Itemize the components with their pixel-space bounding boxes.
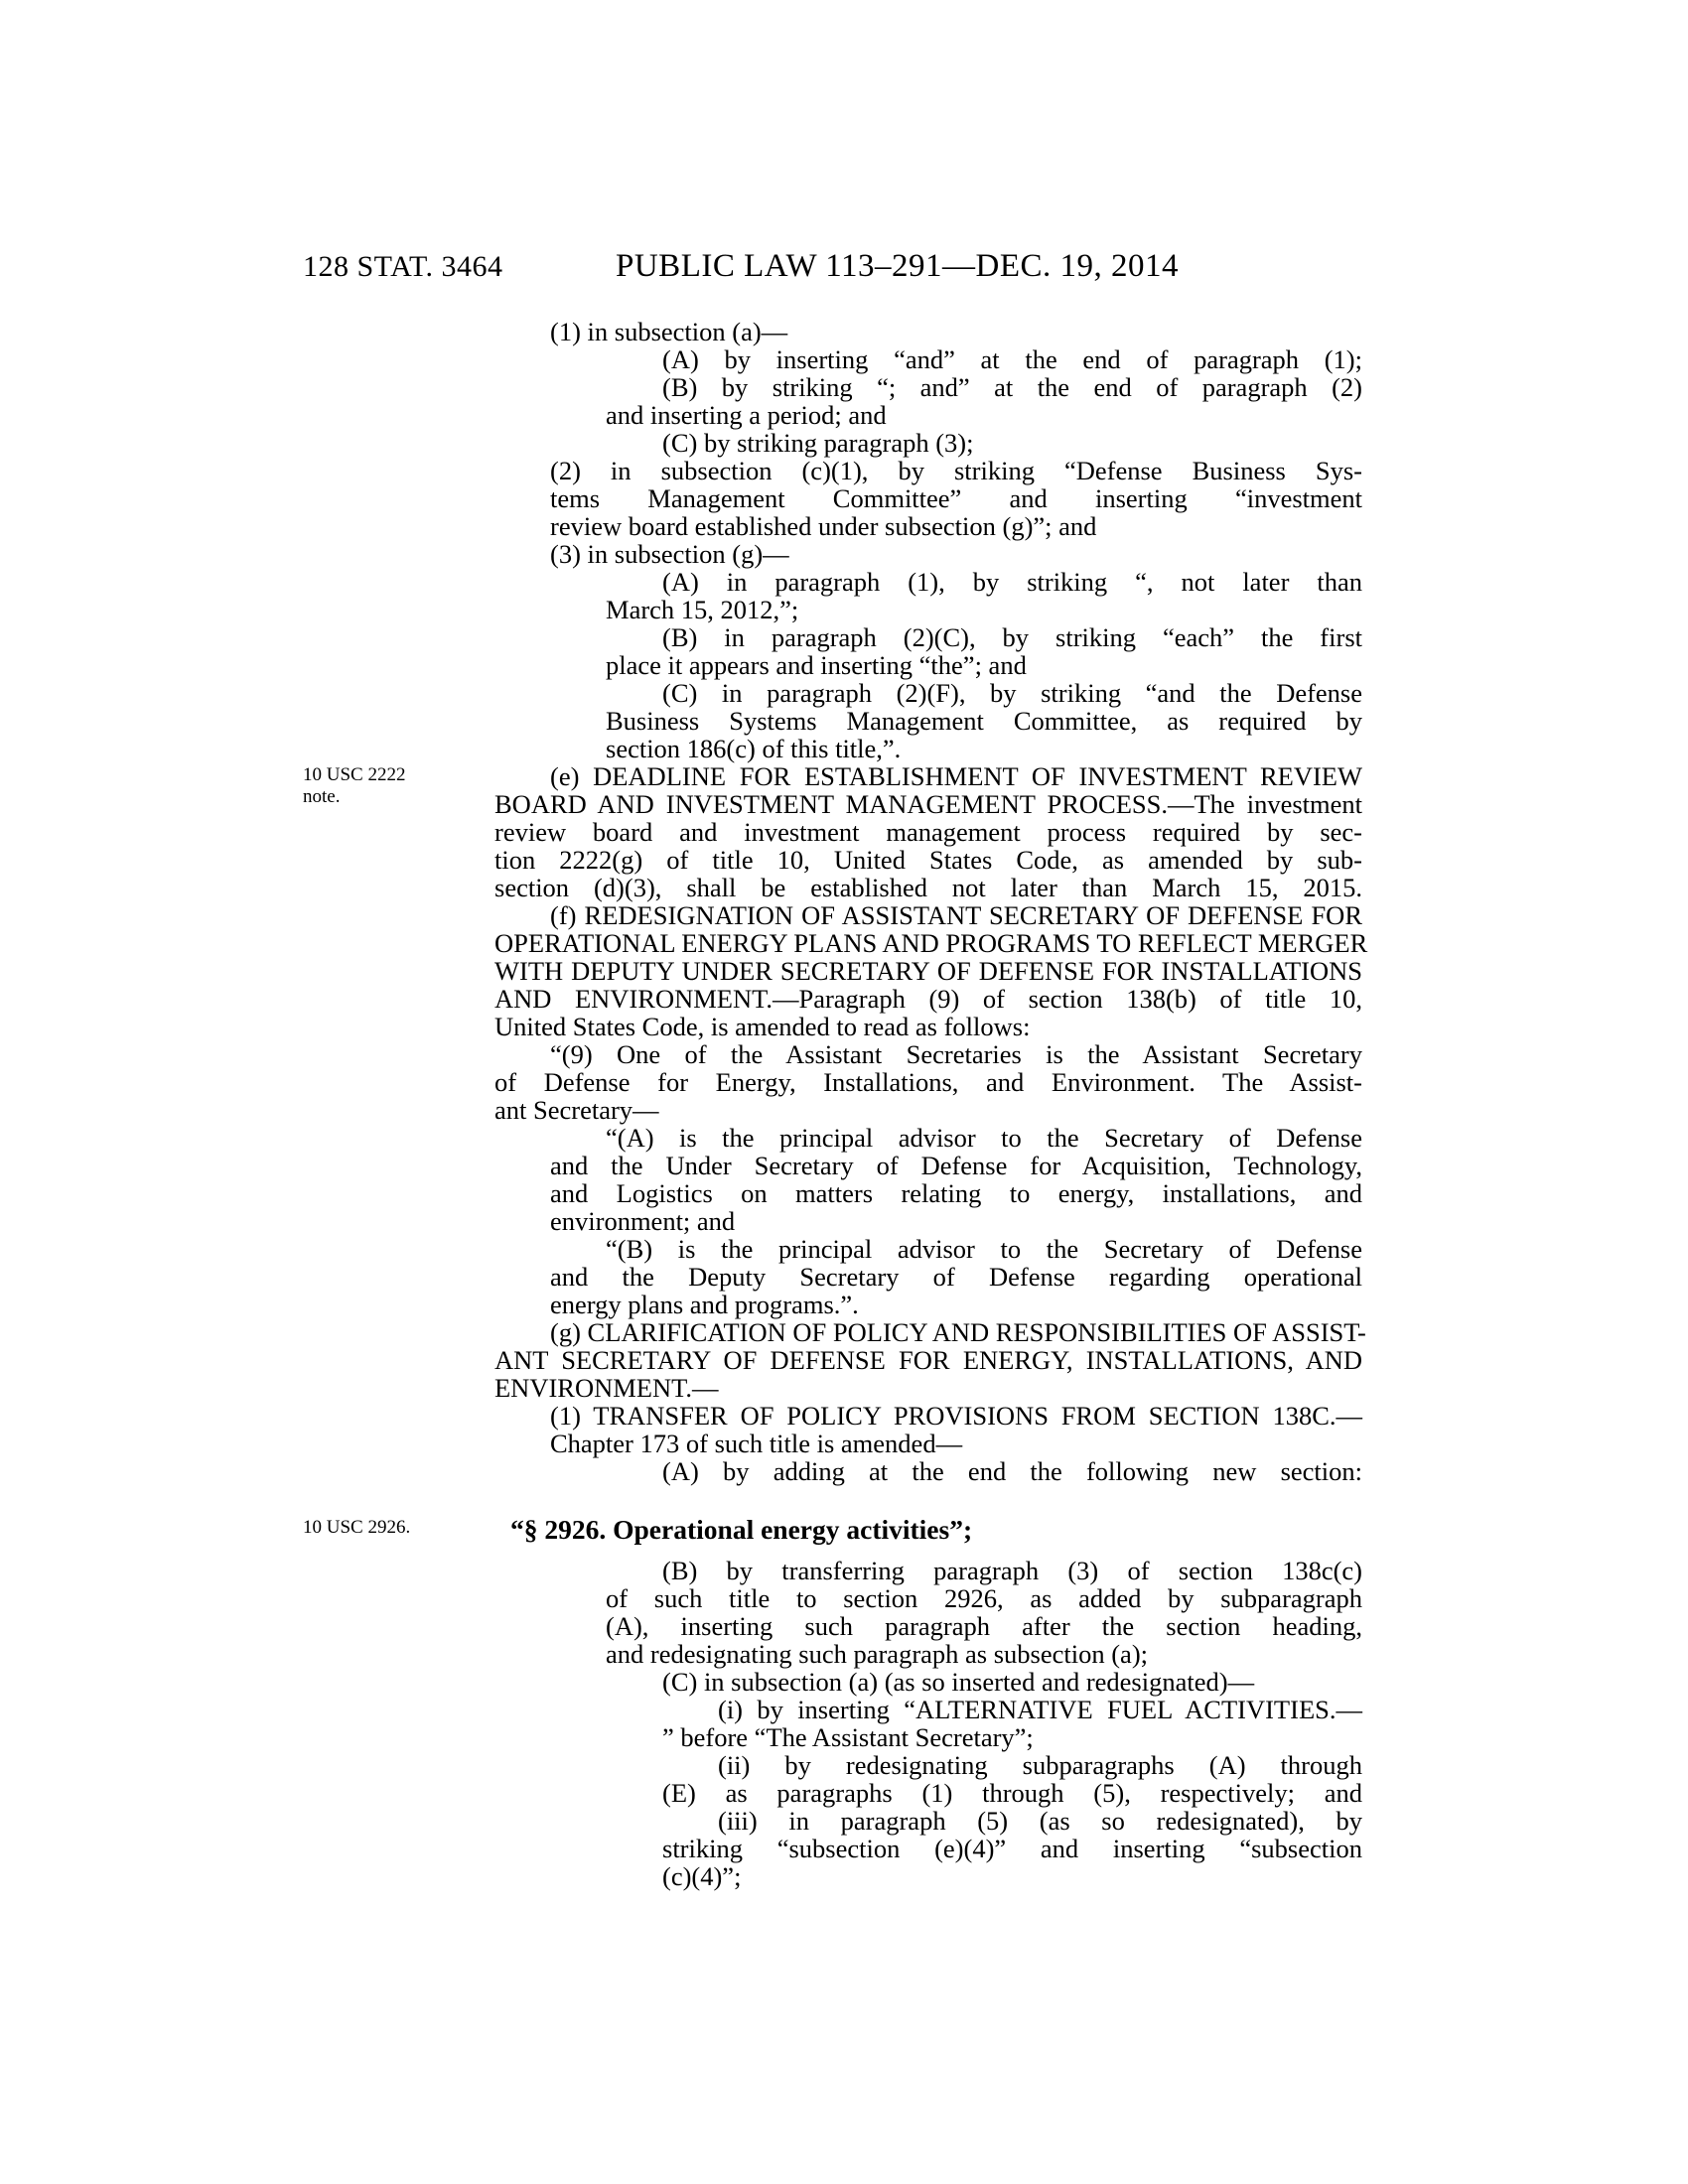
text-line: tion 2222(g) of title 10, United States Code, as amended by sub- [494, 845, 1362, 875]
text-line: (iii) in paragraph (5) (as so redesignated), by [718, 1806, 1362, 1836]
text-line: (B) in paragraph (2)(C), by striking “each” the first [662, 622, 1362, 652]
text-line: (A) by inserting “and” at the end of paragraph (1); [662, 344, 1362, 374]
text-line: AND ENVIRONMENT.—Paragraph (9) of section 138(b) of title 10, [494, 984, 1362, 1014]
text-line: section 186(c) of this title,”. [606, 734, 902, 763]
text-line: (B) by transferring paragraph (3) of section 138c(c) [662, 1556, 1362, 1585]
text-line: tems Management Committee” and inserting “investment [550, 483, 1362, 513]
text-line: (E) as paragraphs (1) through (5), respectively; and [662, 1778, 1362, 1808]
text-line: ENVIRONMENT.— [494, 1373, 719, 1403]
text-line: (B) by striking “; and” at the end of paragraph (2) [662, 372, 1362, 402]
text-line: and the Deputy Secretary of Defense regarding operational [550, 1262, 1362, 1292]
text-line: United States Code, is amended to read as follows: [494, 1012, 1031, 1041]
text-line: (3) in subsection (g)— [550, 539, 789, 569]
text-line: striking “subsection (e)(4)” and inserting “subsection [662, 1834, 1362, 1863]
text-line: energy plans and programs.”. [550, 1290, 859, 1319]
text-line: (1) in subsection (a)— [550, 317, 788, 346]
text-line: ANT SECRETARY OF DEFENSE FOR ENERGY, INSTALLATIONS, AND [494, 1345, 1362, 1375]
text-line: BOARD AND INVESTMENT MANAGEMENT PROCESS.—The investment [494, 789, 1362, 819]
section-heading-2926: “§ 2926. Operational energy activities”; [510, 1514, 973, 1545]
text-line: and inserting a period; and [606, 400, 887, 430]
text-line: (c)(4)”; [662, 1861, 742, 1891]
text-line: (f) REDESIGNATION OF ASSISTANT SECRETARY OF DEFENSE FOR [550, 900, 1362, 930]
text-line: (A) by adding at the end the following new section: [662, 1456, 1362, 1486]
text-line: (A), inserting such paragraph after the section heading, [606, 1611, 1362, 1641]
text-line: and the Under Secretary of Defense for Acquisition, Technology, [550, 1151, 1362, 1180]
text-line: ant Secretary— [494, 1095, 659, 1125]
margin-note-usc-2222 [303, 764, 405, 808]
text-line: (A) in paragraph (1), by striking “, not later than [662, 567, 1362, 597]
text-line: of such title to section 2926, as added by subparagraph [606, 1583, 1362, 1613]
stat-page-number: 128 STAT. 3464 [303, 250, 503, 283]
text-line: (2) in subsection (c)(1), by striking “Defense Business Sys- [550, 456, 1362, 485]
text-line: “(9) One of the Assistant Secretaries is the Assistant Secretary [550, 1039, 1362, 1069]
text-line: Chapter 173 of such title is amended— [550, 1429, 963, 1458]
text-line: environment; and [550, 1206, 736, 1236]
page-header-title: PUBLIC LAW 113–291—DEC. 19, 2014 [616, 248, 1180, 284]
margin-note-line: 10 USC 2222 [303, 764, 406, 785]
margin-note-line: note. [303, 786, 341, 807]
text-line: (C) in paragraph (2)(F), by striking “and the Defense [662, 678, 1362, 708]
text-line: “(B) is the principal advisor to the Secretary of Defense [606, 1234, 1362, 1264]
text-line: (g) CLARIFICATION OF POLICY AND RESPONSIBILITIES OF ASSIST- [550, 1317, 1366, 1347]
text-line: (1) TRANSFER OF POLICY PROVISIONS FROM SECTION 138C.— [550, 1401, 1362, 1431]
text-line: Business Systems Management Committee, as required by [606, 706, 1362, 736]
text-line: ” before “The Assistant Secretary”; [662, 1722, 1034, 1752]
text-line: OPERATIONAL ENERGY PLANS AND PROGRAMS TO REFLECT MERGER [494, 928, 1368, 958]
text-line: (i) by inserting “ALTERNATIVE FUEL ACTIVITIES.— [718, 1695, 1362, 1724]
text-line: and redesignating such paragraph as subsection (a); [606, 1639, 1149, 1669]
text-line: of Defense for Energy, Installations, and Environment. The Assist- [494, 1067, 1362, 1097]
text-line: “(A) is the principal advisor to the Secretary of Defense [606, 1123, 1362, 1153]
text-line: WITH DEPUTY UNDER SECRETARY OF DEFENSE FOR INSTALLATIONS [494, 956, 1362, 986]
text-line: place it appears and inserting “the”; and [606, 650, 1027, 680]
text-line: section (d)(3), shall be established not later than March 15, 2015. [494, 873, 1362, 902]
text-line: March 15, 2012,”; [606, 595, 799, 624]
text-line: (C) in subsection (a) (as so inserted and redesignated)— [662, 1667, 1255, 1697]
text-line: (e) DEADLINE FOR ESTABLISHMENT OF INVESTMENT REVIEW [550, 761, 1362, 791]
text-line: review board established under subsection (g)”; and [550, 511, 1097, 541]
text-line: and Logistics on matters relating to energy, installations, and [550, 1178, 1362, 1208]
text-line: (ii) by redesignating subparagraphs (A) through [718, 1750, 1362, 1780]
margin-note-usc-2926: 10 USC 2926. [303, 1517, 411, 1538]
text-line: review board and investment management process required by sec- [494, 817, 1362, 847]
text-line: (C) by striking paragraph (3); [662, 428, 974, 458]
